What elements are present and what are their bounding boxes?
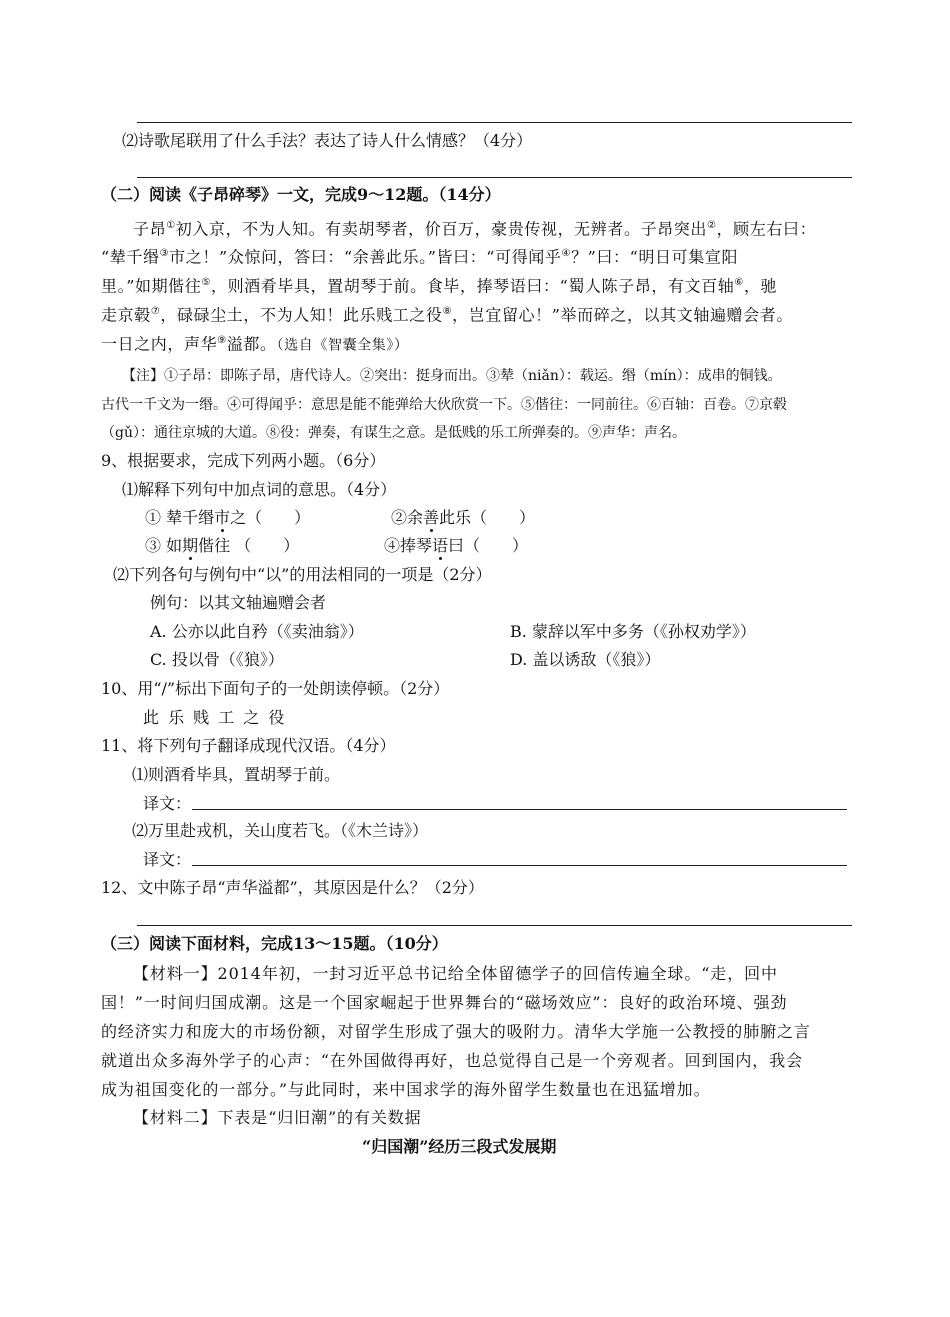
q12-title: 12、文中陈子昂“声华溢都”，其原因是什么？（2分） <box>101 878 484 897</box>
q11-title: 11、将下列句子翻译成现代汉语。（4分） <box>101 736 396 755</box>
section3-header: （三）阅读下面材料，完成13～15题。（10分） <box>101 934 448 953</box>
q9-item-4: ④捧琴语曰（ ） <box>384 536 529 555</box>
q10-title: 10、用“/”标出下面句子的一处朗读停顿。（2分） <box>101 679 450 698</box>
q9-option-c: C. 投以骨（《狼》） <box>150 650 284 669</box>
q11-s1: ⑴则酒肴毕具，置胡琴于前。 <box>132 765 341 784</box>
q8-sub2: ⑵诗歌尾联用了什么手法？表达了诗人什么情感？（4分） <box>122 131 533 150</box>
note-line-1: 【注】①子昂：即陈子昂，唐代诗人。②突出：挺身而出。③辇（niǎn）：载运。缗（mín）：成串的铜钱。 <box>122 368 782 384</box>
passage-line-1: 子昂①初入京，不为人知。有卖胡琴者，价百万，豪贵传视，无辨者。子昂突出②，顾左右曰： <box>133 219 817 239</box>
q9-option-b: B. 蒙辞以军中多务（《孙权劝学》） <box>510 622 756 641</box>
q9-sub1: ⑴解释下列句中加点词的意思。（4分） <box>122 480 397 499</box>
table-title: “归国潮”经历三段式发展期 <box>362 1137 557 1156</box>
m1-line-4: 就道出众多海外学子的心声：“在外国做得再好，也总觉得自己是一个旁观者。回到国内，我会 <box>101 1051 803 1070</box>
q9-sub2: ⑵下列各句与例句中“以”的用法相同的一项是（2分） <box>113 565 492 584</box>
m2-line: 【材料二】下表是“归旧潮”的有关数据 <box>133 1108 422 1127</box>
q11-label-1: 译文： <box>143 794 192 813</box>
m1-line-1: 【材料一】2014年初，一封习近平总书记给全体留德学子的回信传遍全球。“走，回中 <box>133 964 778 983</box>
note-line-2: 古代一千文为一缗。④可得闻乎：意思是能不能弹给大伙欣赏一下。⑤偕往：一同前往。⑥百轴：百卷。⑦京毂 <box>101 397 787 413</box>
m1-line-3: 的经济实力和庞大的市场份额，对留学生形成了强大的吸附力。清华大学施一公教授的肺腑之言 <box>101 1022 811 1041</box>
q10-sentence: 此 乐 贱 工 之 役 <box>143 708 287 727</box>
m1-line-5: 成为祖国变化的一部分。”与此同时，来中国求学的海外留学生数量也在迅猛增加。 <box>101 1080 711 1099</box>
q9-option-a: A. 公亦以此自矜（《卖油翁》） <box>150 622 364 641</box>
passage-line-4: 走京毂⑦，碌碌尘土，不为人知！此乐贱工之役⑧，岂宜留心！”举而碎之，以其文轴遍赠会者。 <box>101 305 793 325</box>
q9-example: 例句：以其文轴遍赠会者 <box>150 593 327 612</box>
answer-line <box>137 177 852 178</box>
answer-line <box>192 809 847 810</box>
m1-line-2: 国！”一时间归国成潮。这是一个国家崛起于世界舞台的“磁场效应”：良好的政治环境、强劲 <box>101 993 788 1012</box>
q11-label-2: 译文： <box>143 850 192 869</box>
answer-line <box>192 865 847 866</box>
passage-line-3: 里。”如期偕往⑤，则酒肴毕具，置胡琴于前。食毕，捧琴语曰：“蜀人陈子昂，有文百轴⑥，驰 <box>101 276 778 296</box>
passage-line-5: 一日之内，声华⑨溢都。（选自《智囊全集》） <box>101 334 409 354</box>
q9-option-d: D. 盖以诱敌（《狼》） <box>510 650 661 669</box>
q9-item-3: ③ 如期偕往 （ ） <box>145 536 300 555</box>
answer-line <box>137 122 852 123</box>
passage-line-2: “辇千缗③市之！”众惊问，答曰：“余善此乐。”皆曰：“可得闻乎④？”曰：“明日可集宣阳 <box>101 247 739 267</box>
section2-header: （二）阅读《子昂碎琴》一文，完成9～12题。（14分） <box>101 185 501 204</box>
q11-s2: ⑵万里赴戎机，关山度若飞。（《木兰诗》） <box>132 821 429 840</box>
note-line-3: （gǔ）：通往京城的大道。⑧役：弹奏，有谋生之意。是低贱的乐工所弹奏的。⑨声华：声名。 <box>101 425 686 441</box>
q9-item-1: ① 辇千缗市之（ ） <box>145 508 311 527</box>
answer-line <box>137 925 852 926</box>
q9-title: 9、根据要求，完成下列两小题。（6分） <box>101 451 386 470</box>
q9-item-2: ②余善此乐（ ） <box>391 508 536 527</box>
